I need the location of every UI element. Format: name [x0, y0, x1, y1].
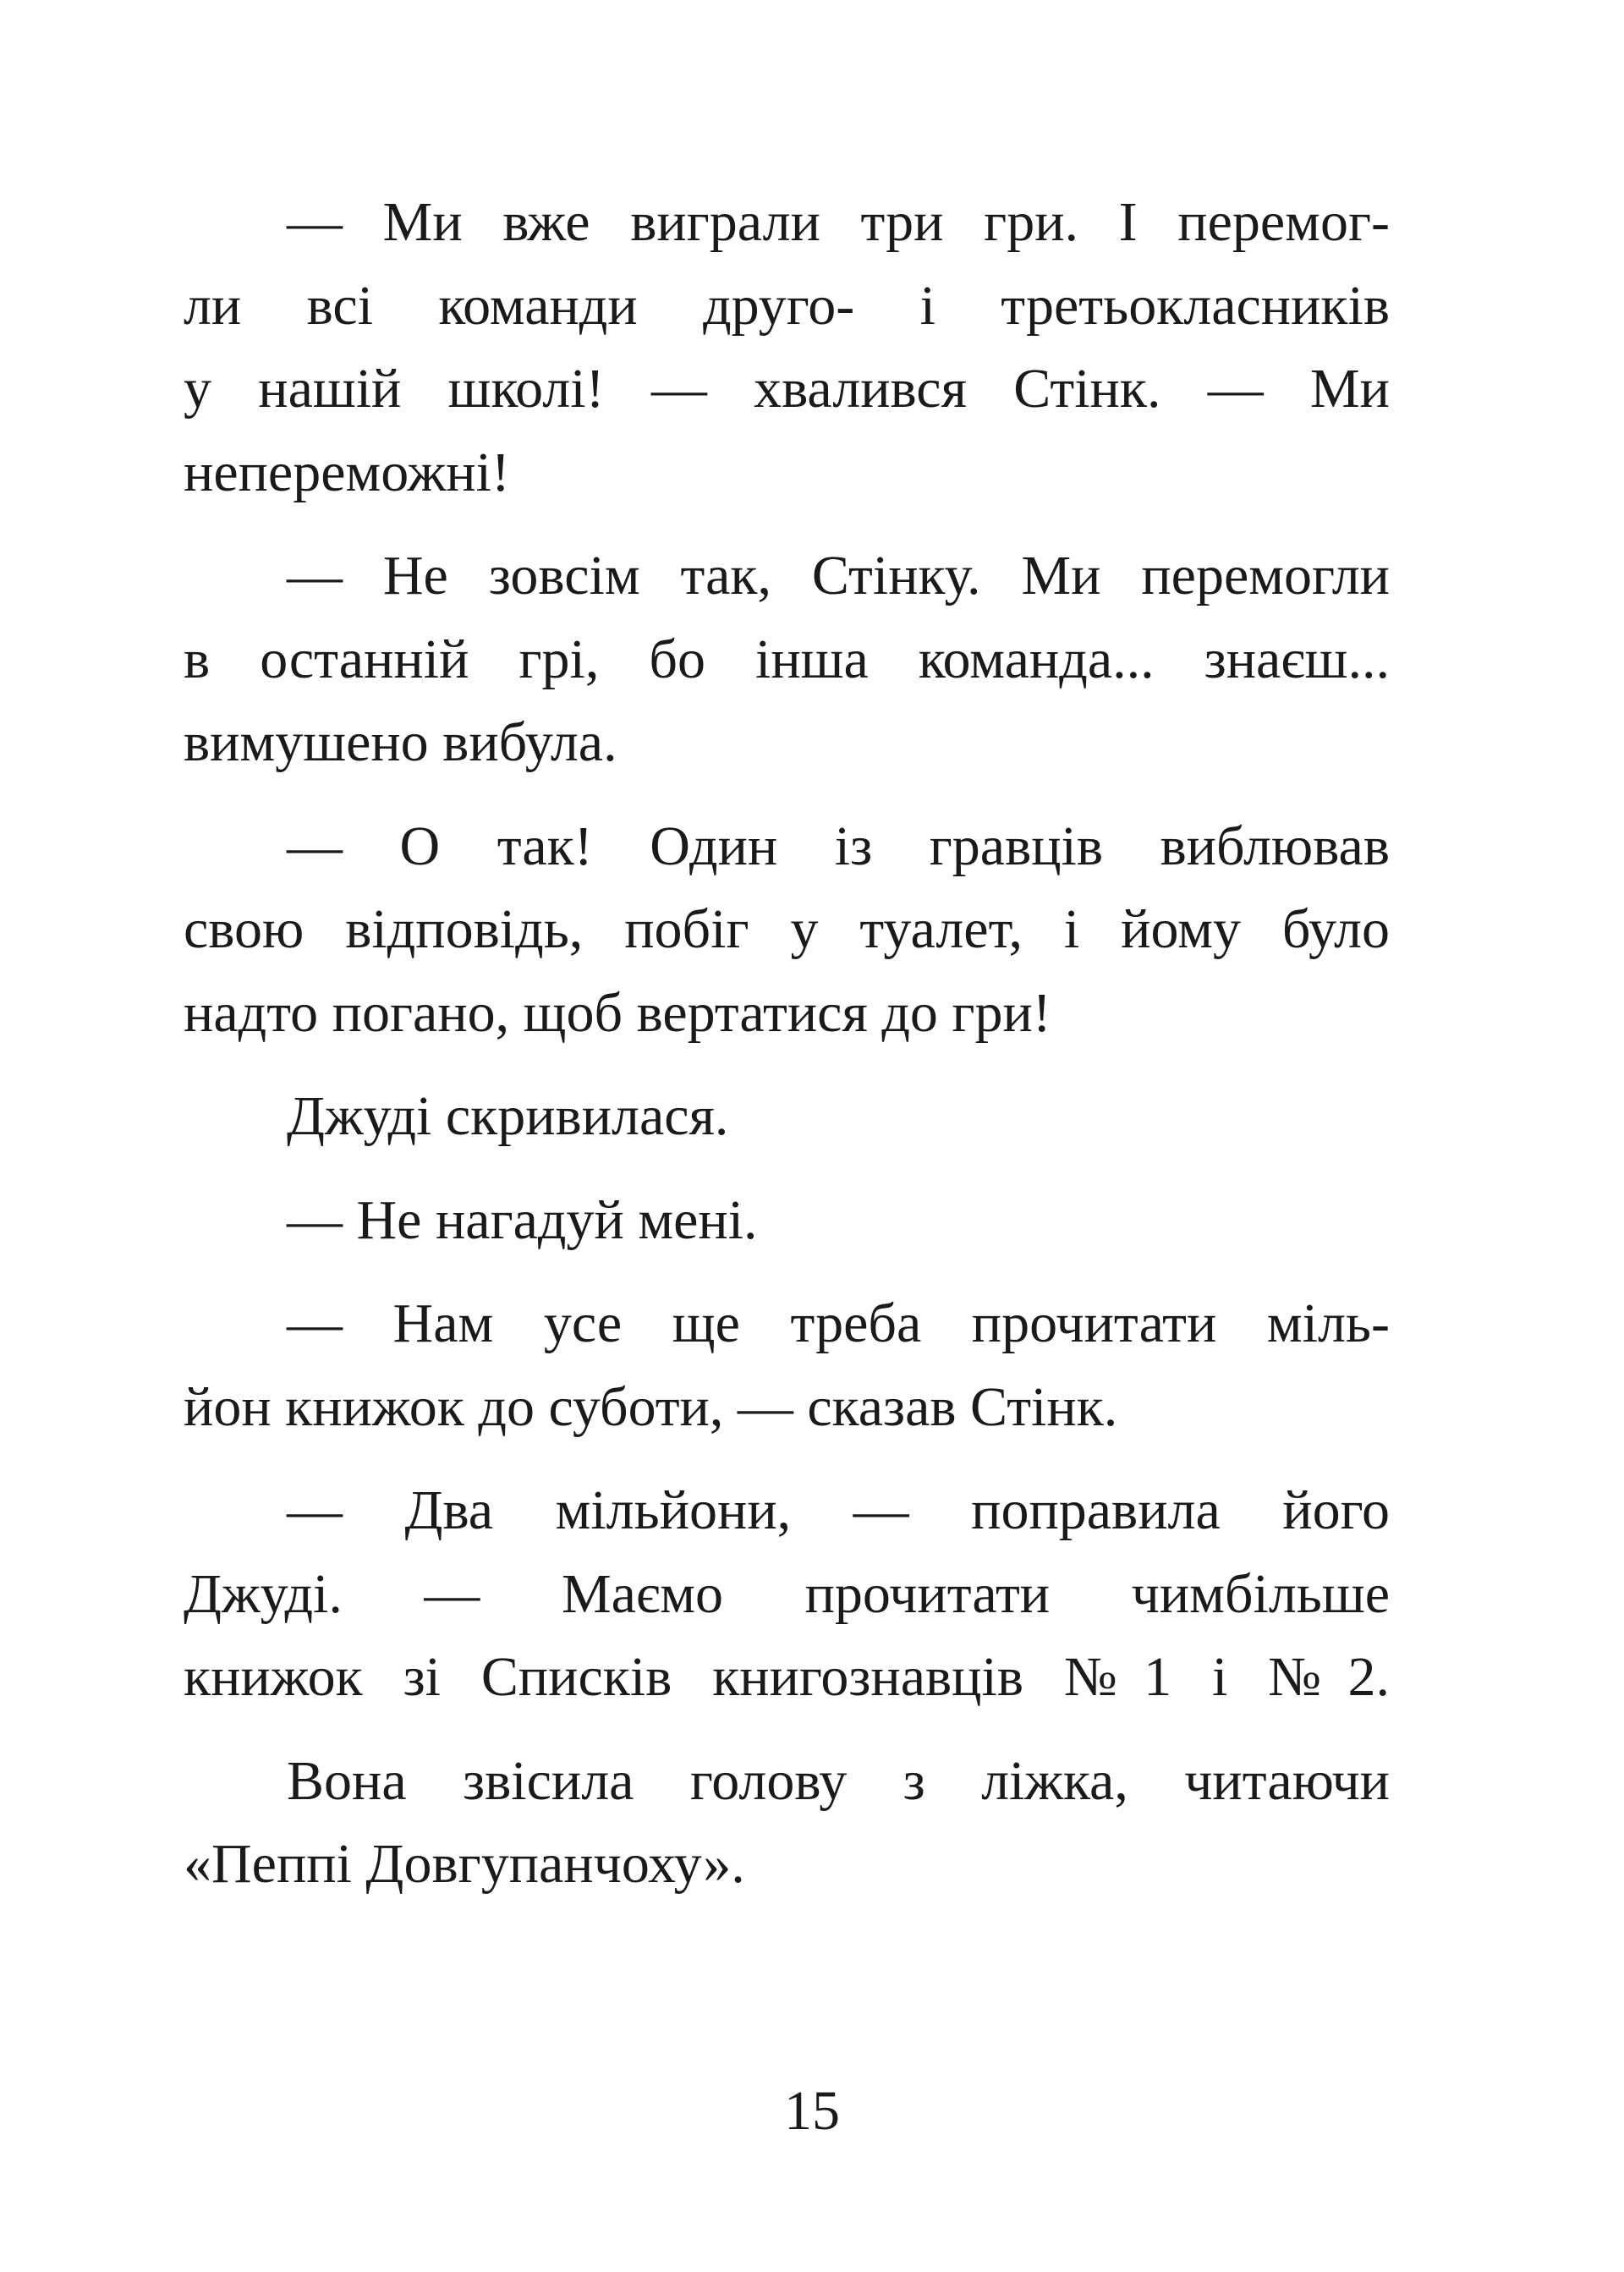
page-number: 15 [784, 2080, 840, 2142]
text-line: — Ми вже виграли три гри. І перемог- [287, 191, 1390, 253]
text-line: — Не зовсім так, Стінку. Ми перемогли [287, 545, 1390, 606]
text-line: «Пеппі Довгупанчоху». [184, 1833, 745, 1895]
text-line: ли всі команди друго- і третьокласників [184, 274, 1390, 337]
text-line: надто погано, щоб вертатися до гри! [184, 981, 1051, 1044]
text-line: — Не нагадуй мені. [287, 1188, 758, 1251]
paragraph [184, 1282, 1390, 1449]
text-line: Вона звісила голову з ліжка, читаючи [287, 1749, 1390, 1812]
paragraph [184, 1469, 1390, 1720]
text-line: свою відповідь, побіг у туалет, і йому було [184, 898, 1390, 960]
paragraph [184, 1075, 1390, 1159]
text-line: непереможні! [184, 441, 510, 503]
text-line: — О так! Один із гравців виблював [287, 815, 1390, 877]
text-line: в останній грі, бо інша команда... знаєш... [184, 628, 1390, 690]
paragraph [184, 535, 1390, 785]
text-line: у нашій школі! — хвалився Стінк. — Ми [184, 358, 1390, 420]
text-line: Джуді скривилася. [287, 1085, 729, 1147]
paragraph [184, 181, 1390, 514]
paragraph [184, 1740, 1390, 1907]
text-line: — Два мільйони, — поправила його [287, 1479, 1390, 1541]
text-line: йон книжок до суботи, — сказав Стінк. [184, 1375, 1118, 1438]
text-line: Джуді. — Маємо прочитати чимбільше [184, 1562, 1390, 1625]
paragraph [184, 805, 1390, 1056]
text-line: книжок зі Списків книгознавців №1 і №2. [184, 1646, 1390, 1708]
paragraph [184, 1179, 1390, 1263]
page-body [184, 181, 1390, 1927]
text-line: — Нам усе ще треба прочитати міль- [287, 1292, 1390, 1354]
text-line: вимушено вибула. [184, 711, 617, 773]
